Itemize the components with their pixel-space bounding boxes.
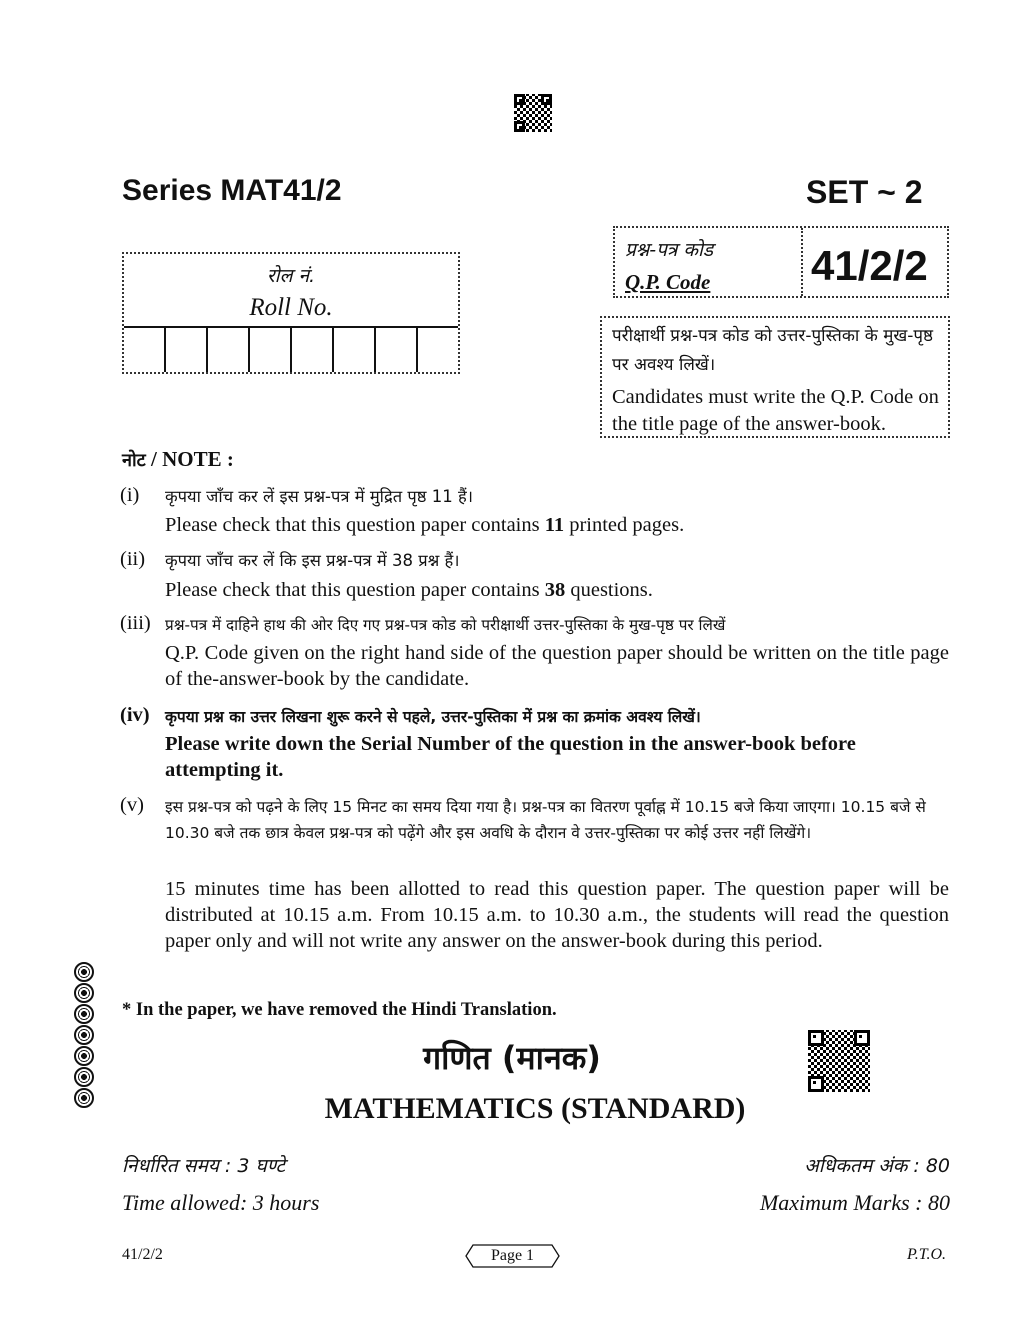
roll-number-box xyxy=(122,252,460,374)
note-text-english: Q.P. Code given on the right hand side of the question paper should be written on the title page of the-answer-book by the candidate. xyxy=(165,642,949,690)
note-number: (v) xyxy=(120,794,144,816)
note-text-english: Please check that this question paper contains 11 printed pages. xyxy=(165,514,685,536)
candidates-note-box xyxy=(600,316,950,438)
qr-code-top xyxy=(514,94,552,132)
pto-label: P.T.O. xyxy=(907,1246,946,1263)
roll-cell[interactable] xyxy=(418,328,458,372)
note-number: (i) xyxy=(120,484,140,506)
set-label: SET ~ 2 xyxy=(806,174,923,210)
candidates-note-english: Candidates must write the Q.P. Code on the title page of the answer-book. xyxy=(612,386,939,435)
note-text-hindi: प्रश्न-पत्र में दाहिने हाथ की ओर दिए गए प्रश्न-पत्र कोड को परीक्षार्थी उत्तर-पुस्तिका के मुख-पृष्ठ पर लिखें xyxy=(165,616,726,634)
note-number: (iii) xyxy=(120,612,151,634)
roll-label-hindi: रोल नं. xyxy=(266,265,316,287)
roll-cell[interactable] xyxy=(250,328,292,372)
series-label: Series MAT41/2 xyxy=(122,174,342,207)
max-marks-english: Maximum Marks : 80 xyxy=(759,1190,950,1215)
note-number: (iv) xyxy=(120,704,150,726)
qp-code-value: 41/2/2 xyxy=(811,242,928,289)
note-number: (ii) xyxy=(120,548,146,570)
page-number: Page 1 xyxy=(490,1247,535,1264)
roll-cell[interactable] xyxy=(166,328,208,372)
footer-qp-code: 41/2/2 xyxy=(122,1246,163,1263)
roll-cell[interactable] xyxy=(208,328,250,372)
roll-cell[interactable] xyxy=(124,328,166,372)
candidates-note-hindi: परीक्षार्थी प्रश्न-पत्र कोड को उत्तर-पुस्तिका के मुख-पृष्ठ पर अवश्य लिखें। xyxy=(612,326,934,375)
roll-number-cells xyxy=(124,326,458,372)
time-allowed-english: Time allowed: 3 hours xyxy=(122,1190,320,1215)
qp-code-box xyxy=(613,226,949,298)
qr-code-bottom xyxy=(808,1030,870,1092)
subject-english: MATHEMATICS (STANDARD) xyxy=(324,1092,746,1125)
note-text-hindi: कृपया जाँच कर लें कि इस प्रश्न-पत्र में 38 प्रश्न हैं। xyxy=(165,551,460,570)
time-allowed-hindi: निर्धारित समय : 3 घण्टे xyxy=(122,1155,286,1177)
roll-cell[interactable] xyxy=(292,328,334,372)
qp-label-english: Q.P. Code xyxy=(625,270,711,294)
roll-label-english: Roll No. xyxy=(249,294,333,321)
qp-label-hindi: प्रश्न-पत्र कोड xyxy=(625,239,714,261)
roll-cell[interactable] xyxy=(376,328,418,372)
max-marks-hindi: अधिकतम अंक : 80 xyxy=(804,1155,950,1177)
note-text-english: 15 minutes time has been allotted to read this question paper. The question paper will be distributed at 10.15 a.m. From 10.15 a.m. to 10.30 a.m., the students will read the question paper only and will not write any answer on the answer-book during this period. xyxy=(165,878,949,952)
note-text-english: Please write down the Serial Number of the question in the answer-book before attempting it. xyxy=(165,733,856,781)
note-text-hindi: कृपया प्रश्न का उत्तर लिखना शुरू करने से पहले, उत्तर-पुस्तिका में प्रश्न का क्रमांक अवश्य लिखें। xyxy=(165,708,701,726)
note-text-hindi: कृपया जाँच कर लें इस प्रश्न-पत्र में मुद्रित पृष्ठ 11 हैं। xyxy=(165,487,473,506)
note-heading: नोट / NOTE : xyxy=(122,447,234,471)
roll-cell[interactable] xyxy=(334,328,376,372)
subject-hindi: गणित (मानक) xyxy=(423,1039,601,1077)
removed-translation-note: * In the paper, we have removed the Hindi Translation. xyxy=(122,1000,557,1020)
note-text-english: Please check that this question paper contains 38 questions. xyxy=(165,579,653,601)
note-text-hindi: इस प्रश्न-पत्र को पढ़ने के लिए 15 मिनट का समय दिया गया है। प्रश्न-पत्र का वितरण पूर्वाह्न में 10.15 बजे किया जाएगा। 10.15 बजे से 10.30 बजे तक छात्र केवल प्रश्न-पत्र को पढ़ेंगे और इस अवधि के दौरान वे उत्तर-पुस्तिका पर कोई उत्तर नहीं लिखेंगे। xyxy=(165,798,926,842)
